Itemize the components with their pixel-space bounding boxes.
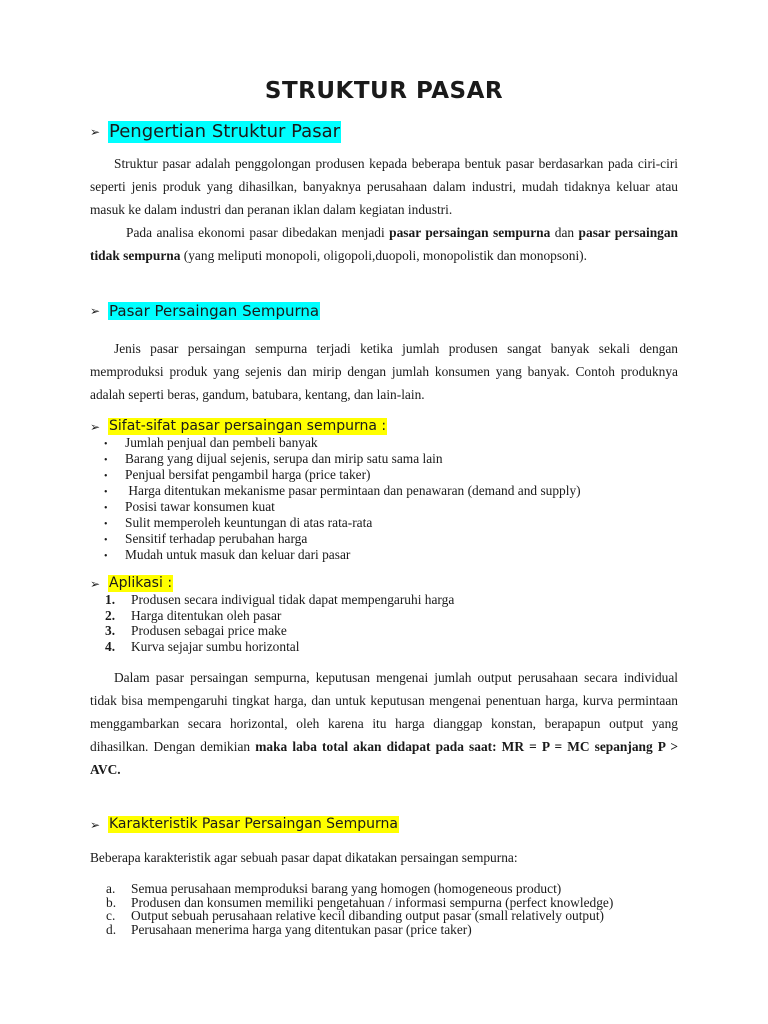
bullet-icon: • [104,455,108,466]
list-item-text: Produsen secara indivigual tidak dapat mempengaruhi harga [131,592,455,607]
bullet-icon: • [104,519,108,530]
bold-term: pasar persaingan tidak sempurna [90,225,678,263]
bold-term: pasar persaingan sempurna [389,225,551,240]
list-item-text: Kurva sejajar sumbu horizontal [131,638,300,654]
list-item-text: Perusahaan menerima harga yang ditentukan pasar (price taker) [131,921,472,937]
paragraph-text [90,666,678,781]
heading-text: Aplikasi : [109,575,173,591]
list-item [90,435,581,451]
list-item [90,909,613,923]
list-item [90,515,581,531]
bullet-icon: • [104,487,108,498]
paragraph-text [90,221,678,267]
text-run: Pada analisa ekonomi pasar dibedakan menjadi [126,225,390,240]
list-item-text: Semua perusahaan memproduksi barang yang homogen (homogeneous product) [131,881,562,896]
heading-sifat [90,418,387,435]
bullet-icon: • [104,503,108,514]
arrow-bullet-icon: ➢ [90,576,101,591]
list-letter: a. [106,881,116,896]
heading-text: Sifat-sifat pasar persaingan sempurna : [109,418,387,434]
list-letter: d. [106,921,117,937]
paragraph-pengertian [90,152,678,267]
bullet-icon: • [104,439,108,450]
list-item-text: Produsen dan konsumen memiliki pengetahuan / informasi sempurna (perfect knowledge) [131,894,614,910]
list-item [90,467,581,483]
arrow-bullet-icon: ➢ [90,419,101,434]
page-title: STRUKTUR PASAR [264,78,504,104]
heading-sempurna [90,302,320,320]
list-item-text: Harga ditentukan mekanisme pasar permintaan dan penawaran (demand and supply) [125,483,581,498]
list-number: 1. [105,592,116,607]
paragraph-sempurna [90,337,678,406]
heading-karakteristik [90,816,399,833]
list-item [90,896,613,910]
list-item-text: Mudah untuk masuk dan keluar dari pasar [125,547,351,562]
text-run: (yang meliputi monopoli, oligopoli,duopoli, monopolistik dan monopsoni). [180,248,587,263]
arrow-bullet-icon: ➢ [90,817,101,832]
paragraph-aplikasi [90,666,678,781]
paragraph-text: Jenis pasar persaingan sempurna terjadi ketika jumlah produsen sangat banyak sekali dengan memproduksi produk yang sejenis dan mirip dengan jumlah konsumen yang banyak. Contoh produknya adalah seperti beras, gandum, batubara, kentang, dan lain-lain. [90,341,678,402]
bold-statement: maka laba total akan didapat pada saat: MR = P = MC sepanjang P > AVC. [90,739,678,777]
heading-text: Pengertian Struktur Pasar [109,121,341,142]
list-item [90,923,613,937]
list-item [90,623,454,639]
bullet-icon: • [104,535,108,546]
list-item-text: Barang yang dijual sejenis, serupa dan mirip satu sama lain [125,451,443,466]
list-item [90,531,581,547]
list-item-text: Output sebuah perusahaan relative kecil dibanding output pasar (small relatively output) [131,908,604,923]
heading-aplikasi [90,575,173,592]
list-number: 3. [105,623,116,638]
heading-text: Pasar Persaingan Sempurna [109,302,320,320]
heading-text: Karakteristik Pasar Persaingan Sempurna [109,816,399,832]
list-number: 2. [105,607,116,623]
karakteristik-list [90,882,613,936]
heading-pengertian [90,121,341,143]
arrow-bullet-icon: ➢ [90,125,101,139]
karakteristik-intro: Beberapa karakteristik agar sebuah pasar dapat dikatakan persaingan sempurna: [90,850,518,865]
list-item [90,592,454,608]
bullet-icon: • [104,471,108,482]
paragraph-text: Struktur pasar adalah penggolongan produsen kepada beberapa bentuk pasar berdasarkan pada ciri-ciri seperti jenis produk yang dihasilkan, banyaknya perusahaan dalam industri, mudah tidaknya keluar atau masuk ke dalam industri dan peranan iklan dalam kegiatan industri. [90,156,678,217]
list-number: 4. [105,638,116,654]
list-item-text: Posisi tawar konsumen kuat [125,499,275,514]
aplikasi-list [90,592,454,654]
list-item [90,451,581,467]
list-item-text: Produsen sebagai price make [131,623,287,638]
list-item [90,608,454,624]
list-letter: c. [106,908,116,923]
text-run: dan [550,225,579,240]
list-item [90,483,581,499]
list-item-text: Sensitif terhadap perubahan harga [125,531,308,546]
bullet-icon: • [104,551,108,562]
sifat-list [90,435,581,563]
list-item-text: Jumlah penjual dan pembeli banyak [125,435,318,450]
text-run: Dalam pasar persaingan sempurna, keputusan mengenai jumlah output perusahaan secara individual tidak bisa mempengaruhi tingkat harga, dan untuk keputusan mengenai penentuan harga, kurva permintaan menggambarkan secara horizontal, oleh karena itu harga dianggap konstan, berapapun output yang dihasilkan. Dengan demikian [90,670,678,754]
list-item-text: Penjual bersifat pengambil harga (price taker) [125,467,371,482]
list-item-text: Harga ditentukan oleh pasar [131,607,282,623]
list-item [90,639,454,655]
arrow-bullet-icon: ➢ [90,304,101,318]
list-item [90,882,613,896]
list-item-text: Sulit memperoleh keuntungan di atas rata-rata [125,515,373,530]
list-item [90,499,581,515]
list-item [90,547,581,563]
list-letter: b. [106,894,117,910]
